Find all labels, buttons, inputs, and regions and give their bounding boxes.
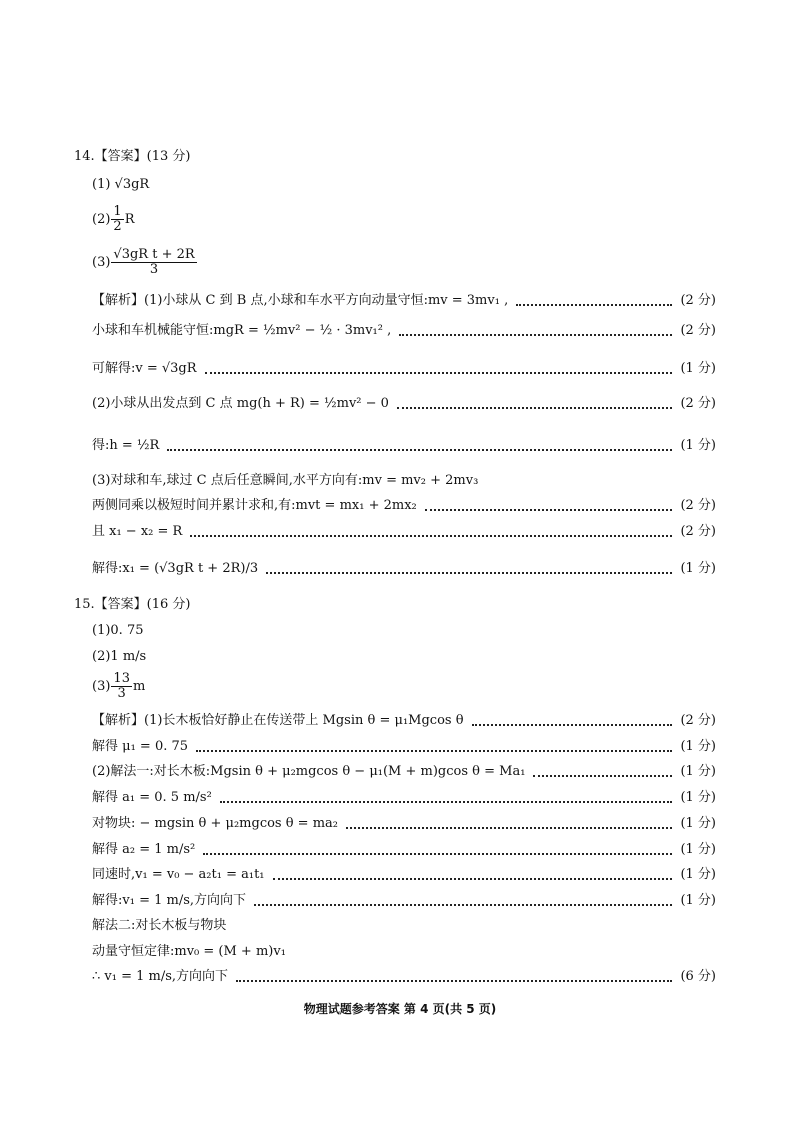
q15-analysis-line: 解法二:对长木板与物块: [92, 918, 227, 933]
q15-analysis-line: ∴ v₁ = 1 m/s,方向向下 (6 分): [92, 969, 716, 984]
q15-analysis-line: 动量守恒定律:mv₀ = (M + m)v₁: [92, 944, 286, 959]
q15-analysis-line: 解得:v₁ = 1 m/s,方向向下 (1 分): [92, 893, 716, 908]
q15-answer-1: (1)0. 75: [92, 623, 144, 638]
q15-header: 15.【答案】(16 分): [74, 597, 191, 612]
q15-analysis-line: (2)解法一:对长木板:Mgsin θ + μ₂mgcos θ − μ₁(M + m)gcos θ = Ma₁ (1 分): [92, 764, 716, 779]
fraction: $\frac{1}{2}$: [113, 204, 122, 234]
q14-analysis-line: 两侧同乘以极短时间并累计求和,有:mvt = mx₁ + 2mx₂ (2 分): [92, 498, 716, 513]
q14-analysis-line: 得:h = ½R (1 分): [92, 438, 716, 453]
q14-analysis-line: 可解得:v = √3gR (1 分): [92, 361, 716, 376]
fraction: $\frac{13}{3}$: [113, 671, 130, 701]
q14-analysis-line: 解得:x₁ = (√3gR t + 2R)/3 (1 分): [92, 561, 716, 576]
q14-analysis-line: (3)对球和车,球过 C 点后任意瞬间,水平方向有:mv = mv₂ + 2mv₃: [92, 473, 479, 488]
q15-analysis-line: 解得 a₁ = 0. 5 m/s² (1 分): [92, 790, 716, 805]
q15-analysis-line: 解得 a₂ = 1 m/s² (1 分): [92, 842, 716, 857]
q14-answer-3: (3) $\frac{\text{√3gR t + 2R}}{3}$: [92, 247, 195, 277]
q15-analysis-line: 【解析】(1)长木板恰好静止在传送带上 Mgsin θ = μ₁Mgcos θ (2 分): [92, 713, 716, 728]
q14-answer-2: (2) $\frac{1}{2}$ R: [92, 204, 135, 234]
q15-answer-3: (3) $\frac{13}{3}$ m: [92, 671, 146, 701]
q14-answer-1: (1) √3gR: [92, 177, 150, 192]
q15-analysis-line: 对物块: − mgsin θ + μ₂mgcos θ = ma₂ (1 分): [92, 816, 716, 831]
q15-analysis-line: 解得 μ₁ = 0. 75 (1 分): [92, 739, 716, 754]
page-footer: 物理试题参考答案 第 4 页(共 5 页): [303, 1002, 497, 1016]
q15-answer-2: (2)1 m/s: [92, 649, 147, 664]
q15-analysis-line: 同速时,v₁ = v₀ − a₂t₁ = a₁t₁ (1 分): [92, 867, 716, 882]
q14-analysis-line: 【解析】(1)小球从 C 到 B 点,小球和车水平方向动量守恒:mv = 3mv₁ , (2 分): [92, 293, 716, 308]
fraction: $\frac{\text{√3gR t + 2R}}{3}$: [113, 247, 195, 277]
q14-analysis-line: (2)小球从出发点到 C 点 mg(h + R) = ½mv² − 0 (2 分): [92, 396, 716, 411]
q14-analysis-line: 小球和车机械能守恒:mgR = ½mv² − ½ · 3mv₁² , (2 分): [92, 323, 716, 338]
q14-analysis-line: 且 x₁ − x₂ = R (2 分): [92, 524, 716, 539]
q14-header: 14.【答案】(13 分): [74, 149, 191, 164]
